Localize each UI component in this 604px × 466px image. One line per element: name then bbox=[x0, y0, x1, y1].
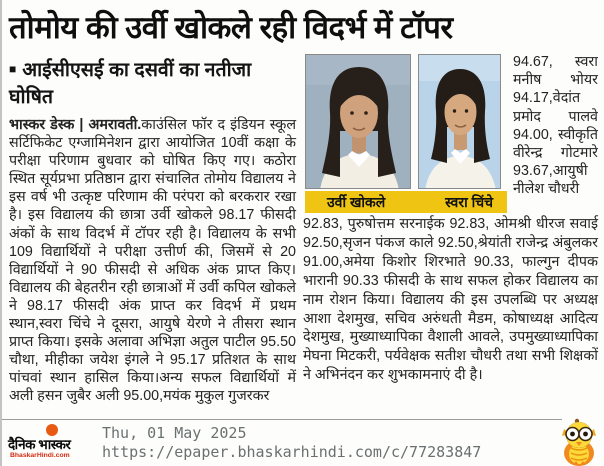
owl-mascot-icon bbox=[556, 417, 602, 466]
caption-swara: स्वरा चिंचे bbox=[445, 193, 493, 210]
article-right-column bbox=[303, 53, 598, 406]
photo-urvi-khokale bbox=[305, 54, 411, 189]
logo-text: दैनिक भास्कर bbox=[8, 437, 71, 452]
dainik-bhaskar-logo[interactable] bbox=[2, 421, 94, 465]
portrait-girl-2 bbox=[419, 55, 501, 189]
photo-caption-bar bbox=[305, 191, 507, 213]
article-subhead bbox=[9, 56, 296, 111]
photo-zone bbox=[303, 53, 598, 213]
article-paragraph-side: 94.67, स्वरा मनीष भोयर 94.17,वेदांत प्रमोद पालवे 94.00, स्वीकृति वीरेन्द्र गोटमारे 93.67,आयुषी नीलेश चौधरी bbox=[513, 54, 598, 198]
clip-url[interactable]: https://epaper.bhaskarhindi.com/c/77283847 bbox=[102, 443, 482, 461]
clip-date: Thu, 01 May 2025 bbox=[102, 424, 247, 442]
caption-urvi: उर्वी खोकले bbox=[327, 193, 386, 210]
subhead-text: आईसीएसई का दसवीं का नतीजा घोषित bbox=[9, 59, 252, 108]
article-left-column bbox=[9, 53, 296, 406]
portrait-girl-1 bbox=[306, 55, 411, 189]
clip-stamp bbox=[102, 424, 481, 462]
dateline: भास्कर डेस्क | अमरावती. bbox=[9, 117, 142, 133]
logo-subtext: BhaskarHindi.com bbox=[10, 452, 70, 459]
article-paragraph-left bbox=[9, 116, 296, 406]
article-paragraph-below: 92.83, पुरुषोत्तम सरनाईक 92.83, ओमश्री धीरज सवाई 92.50,सृजन पंकज काले 92.50,श्रेयांती राजेन्द्र अंबुलकर 91.00,अमेया किशोर शिरभाते 90.33, फाल्गुन दीपक भारानी 90.33 फीसदी के साथ सफल होकर विद्यालय का नाम रोशन किया। विद्यालय की इस उपलब्धि पर अध्यक्ष आशा देशमुख, सचिव अरुंधती मैडम, कोषाध्यक्ष आदित्य देशमुख, मुख्याध्यापिका वैशाली आवले, उपमुख्याध्यापिका मेघना मिटकरी, पर्यवेक्षक सतीश चौधरी तथा सभी शिक्षकों ने अभिनंदन कर शुभकामनाएं दी है। bbox=[303, 216, 598, 384]
student-photos bbox=[305, 54, 501, 189]
article-headline: तोमोय की उर्वी खोकले रही विदर्भ में टॉपर bbox=[9, 10, 453, 45]
article-text-left: काउंसिल फॉर द इंडियन स्कूल सर्टिफिकेट एग्जामिनेशन द्वारा आयोजित 10वीं कक्षा के परीक्षा परिणाम बुधवार को घोषित किए गए। कठोरा स्थित सूर्यप्रभा प्रतिष्ठान द्वारा संचालित तोमोय विद्यालय ने इस वर्ष भी उत्कृष्ट परिणाम की परंपरा को बरकरार रखा है। इस विद्यालय की छात्रा उर्वी खोकले 98.17 फीसदी अंकों के साथ विदर्भ में टॉपर रही है। विद्यालय के सभी 109 विद्यार्थियों ने परीक्षा उत्तीर्ण की, जिसमें से 20 विद्यार्थियों ने 90 फीसदी से अधिक अंक प्राप्त किए। विद्यालय की बेहतरीन रही छात्राओं में उर्वी कपिल खोकले ने 98.17 फीसदी अंक प्राप्त कर विदर्भ में प्रथम स्थान,स्वरा चिंचे ने दूसरा, आयुषे येरणे ने तीसरा स्थान प्राप्त किया। इसके अलावा अभिज्ञा अतुल पाटील 95.50 चौथा, मीहीका जयेश इंगले ने 95.17 प्रतिशत के साथ पांचवां स्थान हासिल किया।अन्य सफल विद्यार्थियों में अली हसन जुबैर अली 95.00,मयंक मुकुल गुजरकर bbox=[9, 117, 297, 405]
photo-swara-chinche bbox=[418, 54, 501, 189]
square-bullet-icon: ■ bbox=[9, 62, 17, 76]
epaper-footer bbox=[2, 420, 604, 466]
article-body bbox=[2, 51, 604, 406]
